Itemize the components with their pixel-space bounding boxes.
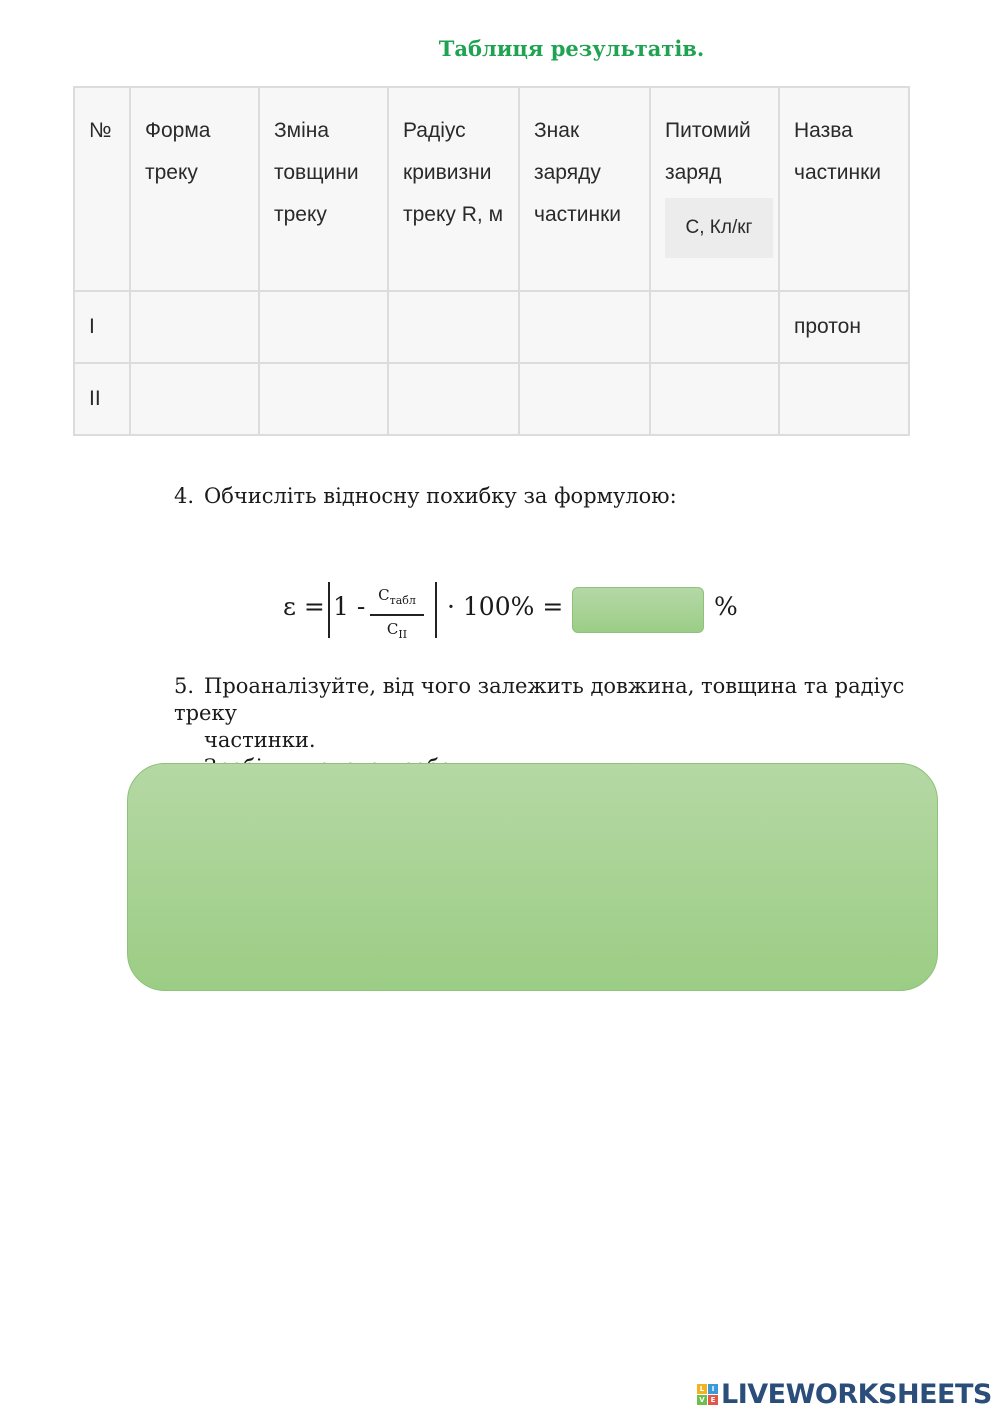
percent-sign: % xyxy=(714,592,738,621)
formula-one-minus: 1 - xyxy=(333,592,366,621)
liveworksheets-logo xyxy=(697,1377,992,1411)
header-track-shape: Форма треку xyxy=(130,87,259,291)
fraction-denominator: С xyxy=(386,619,399,638)
question-5-line-2: частинки. xyxy=(204,728,316,752)
fraction-numerator: С xyxy=(378,586,390,604)
conclusion-input[interactable] xyxy=(127,763,938,991)
header-thickness-change: Зміна товщини треку xyxy=(259,87,388,291)
table-cell xyxy=(650,363,779,435)
fraction-line xyxy=(370,614,424,616)
formula-epsilon: ε = xyxy=(283,592,325,621)
results-table xyxy=(73,86,910,436)
fraction-numerator-sub: табл xyxy=(389,594,416,607)
table-cell xyxy=(388,291,519,363)
table-cell xyxy=(259,363,388,435)
error-answer-input[interactable] xyxy=(572,587,704,633)
table-cell: I xyxy=(74,291,130,363)
abs-bar-left xyxy=(328,582,330,638)
logo-text: LIVEWORKSHEETS xyxy=(721,1378,992,1410)
table-cell xyxy=(259,291,388,363)
formula-fraction xyxy=(370,584,424,646)
question-4-number: 4. xyxy=(174,484,195,508)
page-title: Таблиця результатів. xyxy=(438,36,705,61)
table-cell: II xyxy=(74,363,130,435)
table-cell xyxy=(388,363,519,435)
logo-icon: L I V E xyxy=(697,1384,718,1405)
header-curvature-radius: Радіус кривизни треку R, м xyxy=(388,87,519,291)
fraction-denominator-sub: II xyxy=(398,627,408,641)
table-cell xyxy=(779,363,909,435)
question-5-line-1: Проаналізуйте, від чого залежить довжина, товщина та радіус треку xyxy=(174,674,905,725)
table-cell xyxy=(130,363,259,435)
header-specific-charge xyxy=(650,87,779,291)
table-row xyxy=(74,363,909,435)
table-cell: протон xyxy=(779,291,909,363)
table-cell xyxy=(519,363,650,435)
question-4-text: Обчисліть відносну похибку за формулою: xyxy=(204,484,677,508)
specific-charge-unit: С, Кл/кг xyxy=(665,198,773,258)
table-header-row xyxy=(74,87,909,291)
header-number: № xyxy=(74,87,130,291)
formula-times-100: · 100% = xyxy=(447,592,564,621)
table-cell xyxy=(650,291,779,363)
table-cell xyxy=(519,291,650,363)
header-charge-sign: Знак заряду частинки xyxy=(519,87,650,291)
question-4 xyxy=(174,484,677,508)
table-row xyxy=(74,291,909,363)
header-particle-name: Назва частинки xyxy=(779,87,909,291)
abs-bar-right xyxy=(435,582,437,638)
header-specific-charge-label: Питомий заряд xyxy=(665,119,751,184)
table-cell xyxy=(130,291,259,363)
question-5-number: 5. xyxy=(174,674,195,698)
